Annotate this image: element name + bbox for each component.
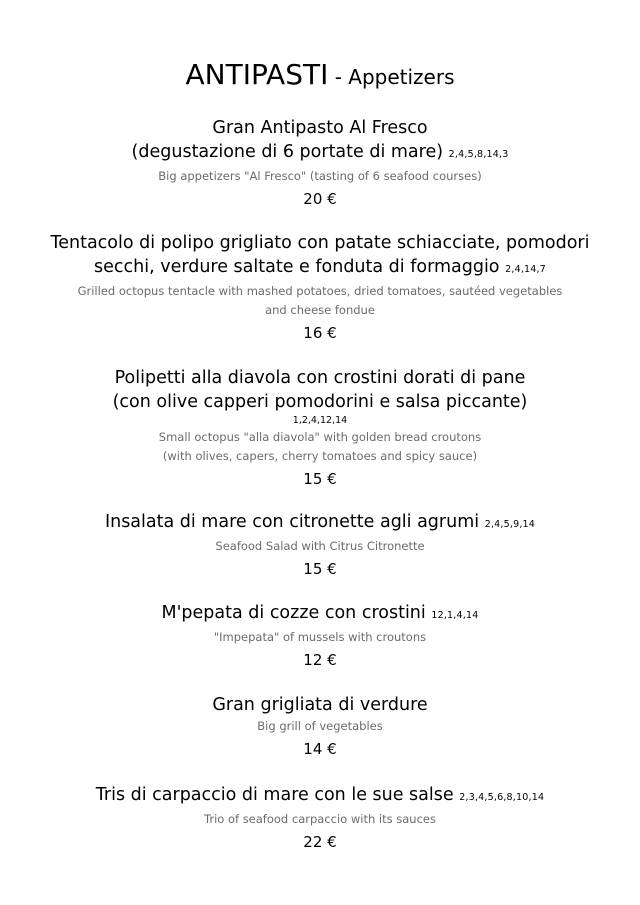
item-price: 12 €	[303, 651, 337, 669]
item-description: Big appetizers "Al Fresco" (tasting of 6 seafood courses)	[158, 169, 482, 183]
item-allergens: 1,2,4,12,14	[292, 415, 348, 426]
item-price: 15 €	[303, 470, 337, 488]
item-name-line	[20, 783, 620, 810]
menu-item-gran-antipasto	[20, 116, 620, 210]
item-price: 14 €	[303, 740, 337, 758]
item-description: Small octopus "alla diavola" with golden bread croutons	[158, 430, 482, 444]
item-allergens: 2,4,5,9,14	[484, 519, 536, 530]
item-name-line: Gran grigliata di verdure	[212, 695, 428, 715]
item-price: 15 €	[303, 560, 337, 578]
item-description: and cheese fondue	[265, 303, 375, 317]
item-name-text: M'pepata di cozze con crostini	[161, 603, 426, 623]
item-price: 22 €	[303, 833, 337, 851]
menu-item-tris-carpaccio	[20, 783, 620, 853]
item-allergens: 2,4,14,7	[505, 264, 546, 275]
menu-item-mpepata-cozze	[20, 601, 620, 671]
item-name-text: Tris di carpaccio di mare con le sue salse	[95, 785, 454, 805]
item-name-text: Insalata di mare con citronette agli agrumi	[104, 512, 480, 532]
section-title-subtitle: - Appetizers	[328, 65, 455, 89]
item-name-line	[20, 510, 620, 537]
item-price: 16 €	[303, 324, 337, 342]
menu-item-polipetti-diavola	[20, 366, 620, 490]
item-name-line	[20, 255, 620, 282]
item-name-line: Gran Antipasto Al Fresco	[212, 118, 428, 138]
item-name-line: (con olive capperi pomodorini e salsa piccante)	[112, 392, 528, 412]
item-description: Trio of seafood carpaccio with its sauces	[204, 812, 436, 826]
item-allergens: 2,3,4,5,6,8,10,14	[459, 792, 545, 803]
item-name-text: secchi, verdure saltate e fonduta di formaggio	[94, 257, 500, 277]
menu-item-insalata-mare	[20, 510, 620, 580]
section-title-main: ANTIPASTI	[185, 58, 329, 91]
item-allergens: 12,1,4,14	[431, 610, 479, 621]
menu-item-tentacolo-polipo	[20, 231, 620, 344]
menu-item-grigliata-verdure	[20, 693, 620, 760]
item-description: Big grill of vegetables	[257, 719, 383, 733]
item-name-line: Tentacolo di polipo grigliato con patate schiacciate, pomodori	[50, 233, 590, 253]
item-description: Seafood Salad with Citrus Citronette	[215, 539, 425, 553]
item-description: "Impepata" of mussels with croutons	[213, 630, 427, 644]
item-name-line: Polipetti alla diavola con crostini dorati di pane	[114, 368, 526, 388]
item-price: 20 €	[303, 190, 337, 208]
item-name-line	[20, 601, 620, 628]
item-allergens: 2,4,5,8,14,3	[448, 149, 509, 160]
item-description: (with olives, capers, cherry tomatoes and spicy sauce)	[162, 449, 478, 463]
item-name-line	[20, 140, 620, 167]
menu-section-title	[0, 58, 640, 96]
item-description: Grilled octopus tentacle with mashed potatoes, dried tomatoes, sautéed vegetables	[77, 284, 563, 298]
item-name-text: (degustazione di 6 portate di mare)	[131, 142, 444, 162]
